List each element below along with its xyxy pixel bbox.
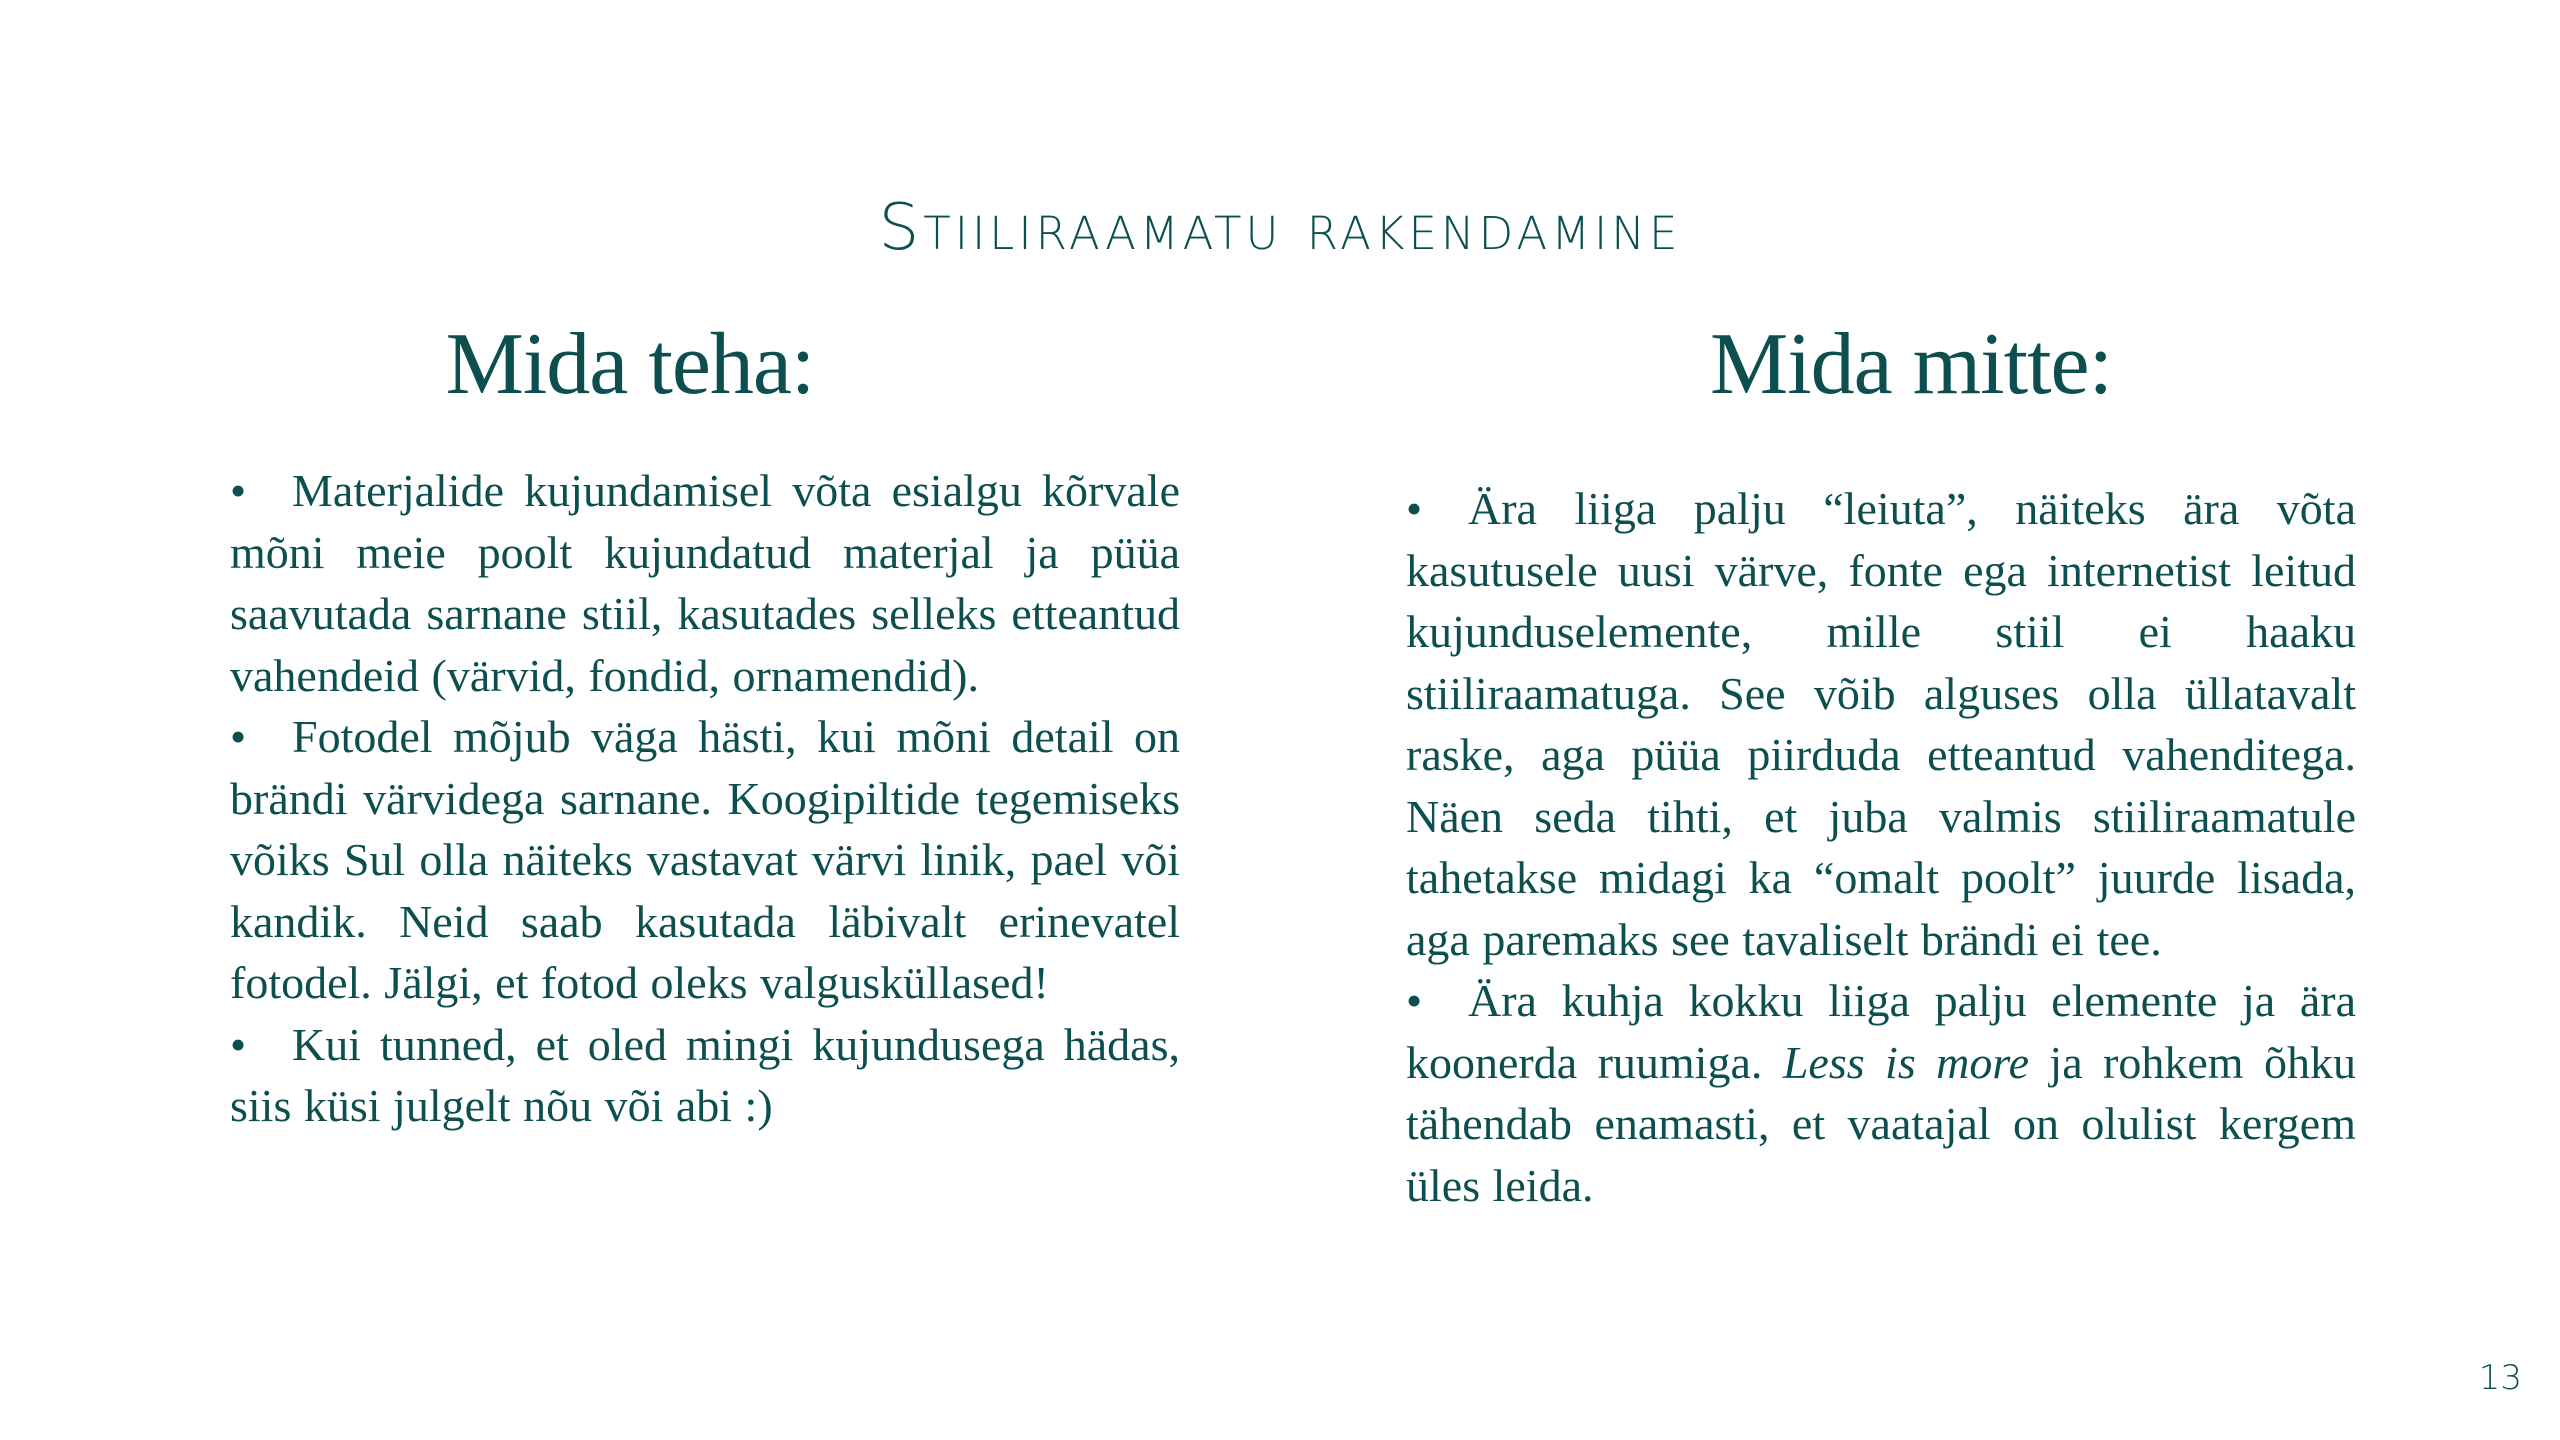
page-title: Stiiliraamatu rakendamine xyxy=(878,190,1682,265)
dont-bullet-text: Ära liiga palju “leiuta”, näiteks ära võta kasutusele uusi värve, fonte ega internetist leitud kujunduselemente, mille stiil ei haaku stiiliraamatuga. See võib alguses olla üllatavalt raske, aga püüa piirduda etteantud vahenditega. Näen seda tihti, et juba valmis stiiliraamatule tahetakse midagi ka “omalt poolt” juurde lisada, aga paremaks see tavaliselt brändi ei tee. xyxy=(1406,483,2356,965)
bullet-dot-icon: • xyxy=(1406,975,1423,1026)
bullet-dot-icon: • xyxy=(230,465,247,516)
do-bullet-item xyxy=(230,706,1180,1014)
do-list xyxy=(230,460,1180,1137)
do-bullet-text: Materjalide kujundamisel võta esialgu kõrvale mõni meie poolt kujundatud materjal ja püüa saavutada sarnane stiil, kasutades selleks etteantud vahendeid (värvid, fondid, ornamendid). xyxy=(230,465,1180,701)
do-column xyxy=(230,310,1180,1131)
dont-column xyxy=(1406,310,2356,1211)
dont-bullet-emphasis: Less is more xyxy=(1782,1036,2029,1088)
do-bullet-text: Kui tunned, et oled mingi kujundusega hädas, siis küsi julgelt nõu või abi :) xyxy=(230,1018,1180,1131)
page-number: 13 xyxy=(2478,1358,2522,1398)
do-bullet-text: Fotodel mõjub väga hästi, kui mõni detail on brändi värvidega sarnane. Koogipiltide tegemiseks võiks Sul olla näiteks vastavat värvi linik, pael või kandik. Neid saab kasutada läbivalt erinevatel fotodel. Jälgi, et fotod oleks valgusküllased! xyxy=(230,711,1180,1008)
do-bullet-item xyxy=(230,1014,1180,1137)
dont-bullet-text-end: ja rohkem õhku tähendab enamasti, et vaatajal on olulist kergem üles leida. xyxy=(1406,1036,2356,1211)
dont-list xyxy=(1406,478,2356,1216)
bullet-dot-icon: • xyxy=(230,711,247,762)
dont-bullet-text-start: Ära kuhja kokku liiga palju elemente ja ära koonerda ruumiga. xyxy=(1406,975,2356,1088)
bullet-dot-icon: • xyxy=(230,1018,247,1070)
dont-bullet-item xyxy=(1406,970,2356,1216)
dont-heading: Mida mitte: xyxy=(1709,316,2113,413)
bullet-dot-icon: • xyxy=(1406,483,1423,534)
do-bullet-item xyxy=(230,460,1180,706)
dont-bullet-item xyxy=(1406,478,2356,970)
do-heading: Mida teha: xyxy=(445,316,815,413)
